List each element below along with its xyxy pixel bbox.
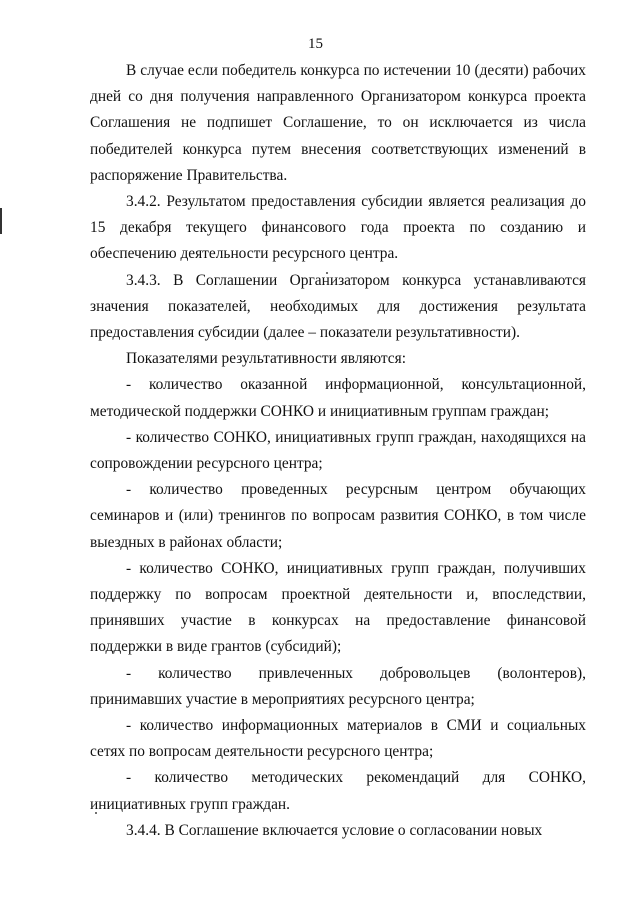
paragraph-winner-exclusion: В случае если победитель конкурса по истечении 10 (десяти) рабочих дней со дня получения направленного Организатором конкурса проекта Соглашения не подпишет Соглашение, то он исключается из числа победителей конкурса путем внесения соответствующих изменений в распоряжение Правительства. — [90, 62, 586, 184]
paragraph-3-4-4: 3.4.4. В Соглашение включается условие о согласовании новых — [126, 821, 543, 839]
list-item-indicator: - количество проведенных ресурсным центром обучающих семинаров и (или) тренингов по вопросам развития СОНКО, в том числе выездных в районах области; — [90, 481, 586, 551]
paragraph-3-4-2: 3.4.2. Результатом предоставления субсидии является реализация до 15 декабря текущего финансового года проекта по созданию и обеспечению деятельности ресурсного центра. — [90, 193, 586, 263]
list-item-indicator: - количество СОНКО, инициативных групп граждан, получивших поддержку по вопросам проектной деятельности и, впоследствии, принявших участие в конкурсах на предоставление финансовой поддержки в виде грантов (субсидий); — [90, 559, 586, 656]
document-body — [90, 58, 586, 844]
scan-edge-mark — [0, 208, 2, 234]
list-item-indicator: - количество СОНКО, инициативных групп граждан, находящихся на сопровождении ресурсного центра; — [90, 428, 586, 473]
list-item-indicator: - количество привлеченных добровольцев (волонтеров), принимавших участие в мероприятиях ресурсного центра; — [90, 664, 586, 708]
paragraph-indicators-intro: Показателями результативности являются: — [126, 350, 406, 368]
list-item-indicator: - количество информационных материалов в СМИ и социальных сетях по вопросам деятельности ресурсного центра; — [90, 717, 586, 761]
page-number: 15 — [308, 36, 323, 52]
paragraph-3-4-3: 3.4.3. В Соглашении Организатором конкурса устанавливаются значения показателей, необходимых для достижения результата предоставления субсидии (далее – показатели результативности). — [90, 271, 586, 342]
list-item-indicator: - количество методических рекомендаций для СОНКО, инициативных групп граждан. — [90, 769, 586, 813]
list-item-indicator: - количество оказанной информационной, консультационной, методической поддержки СОНКО и инициативным группам граждан; — [90, 376, 586, 420]
